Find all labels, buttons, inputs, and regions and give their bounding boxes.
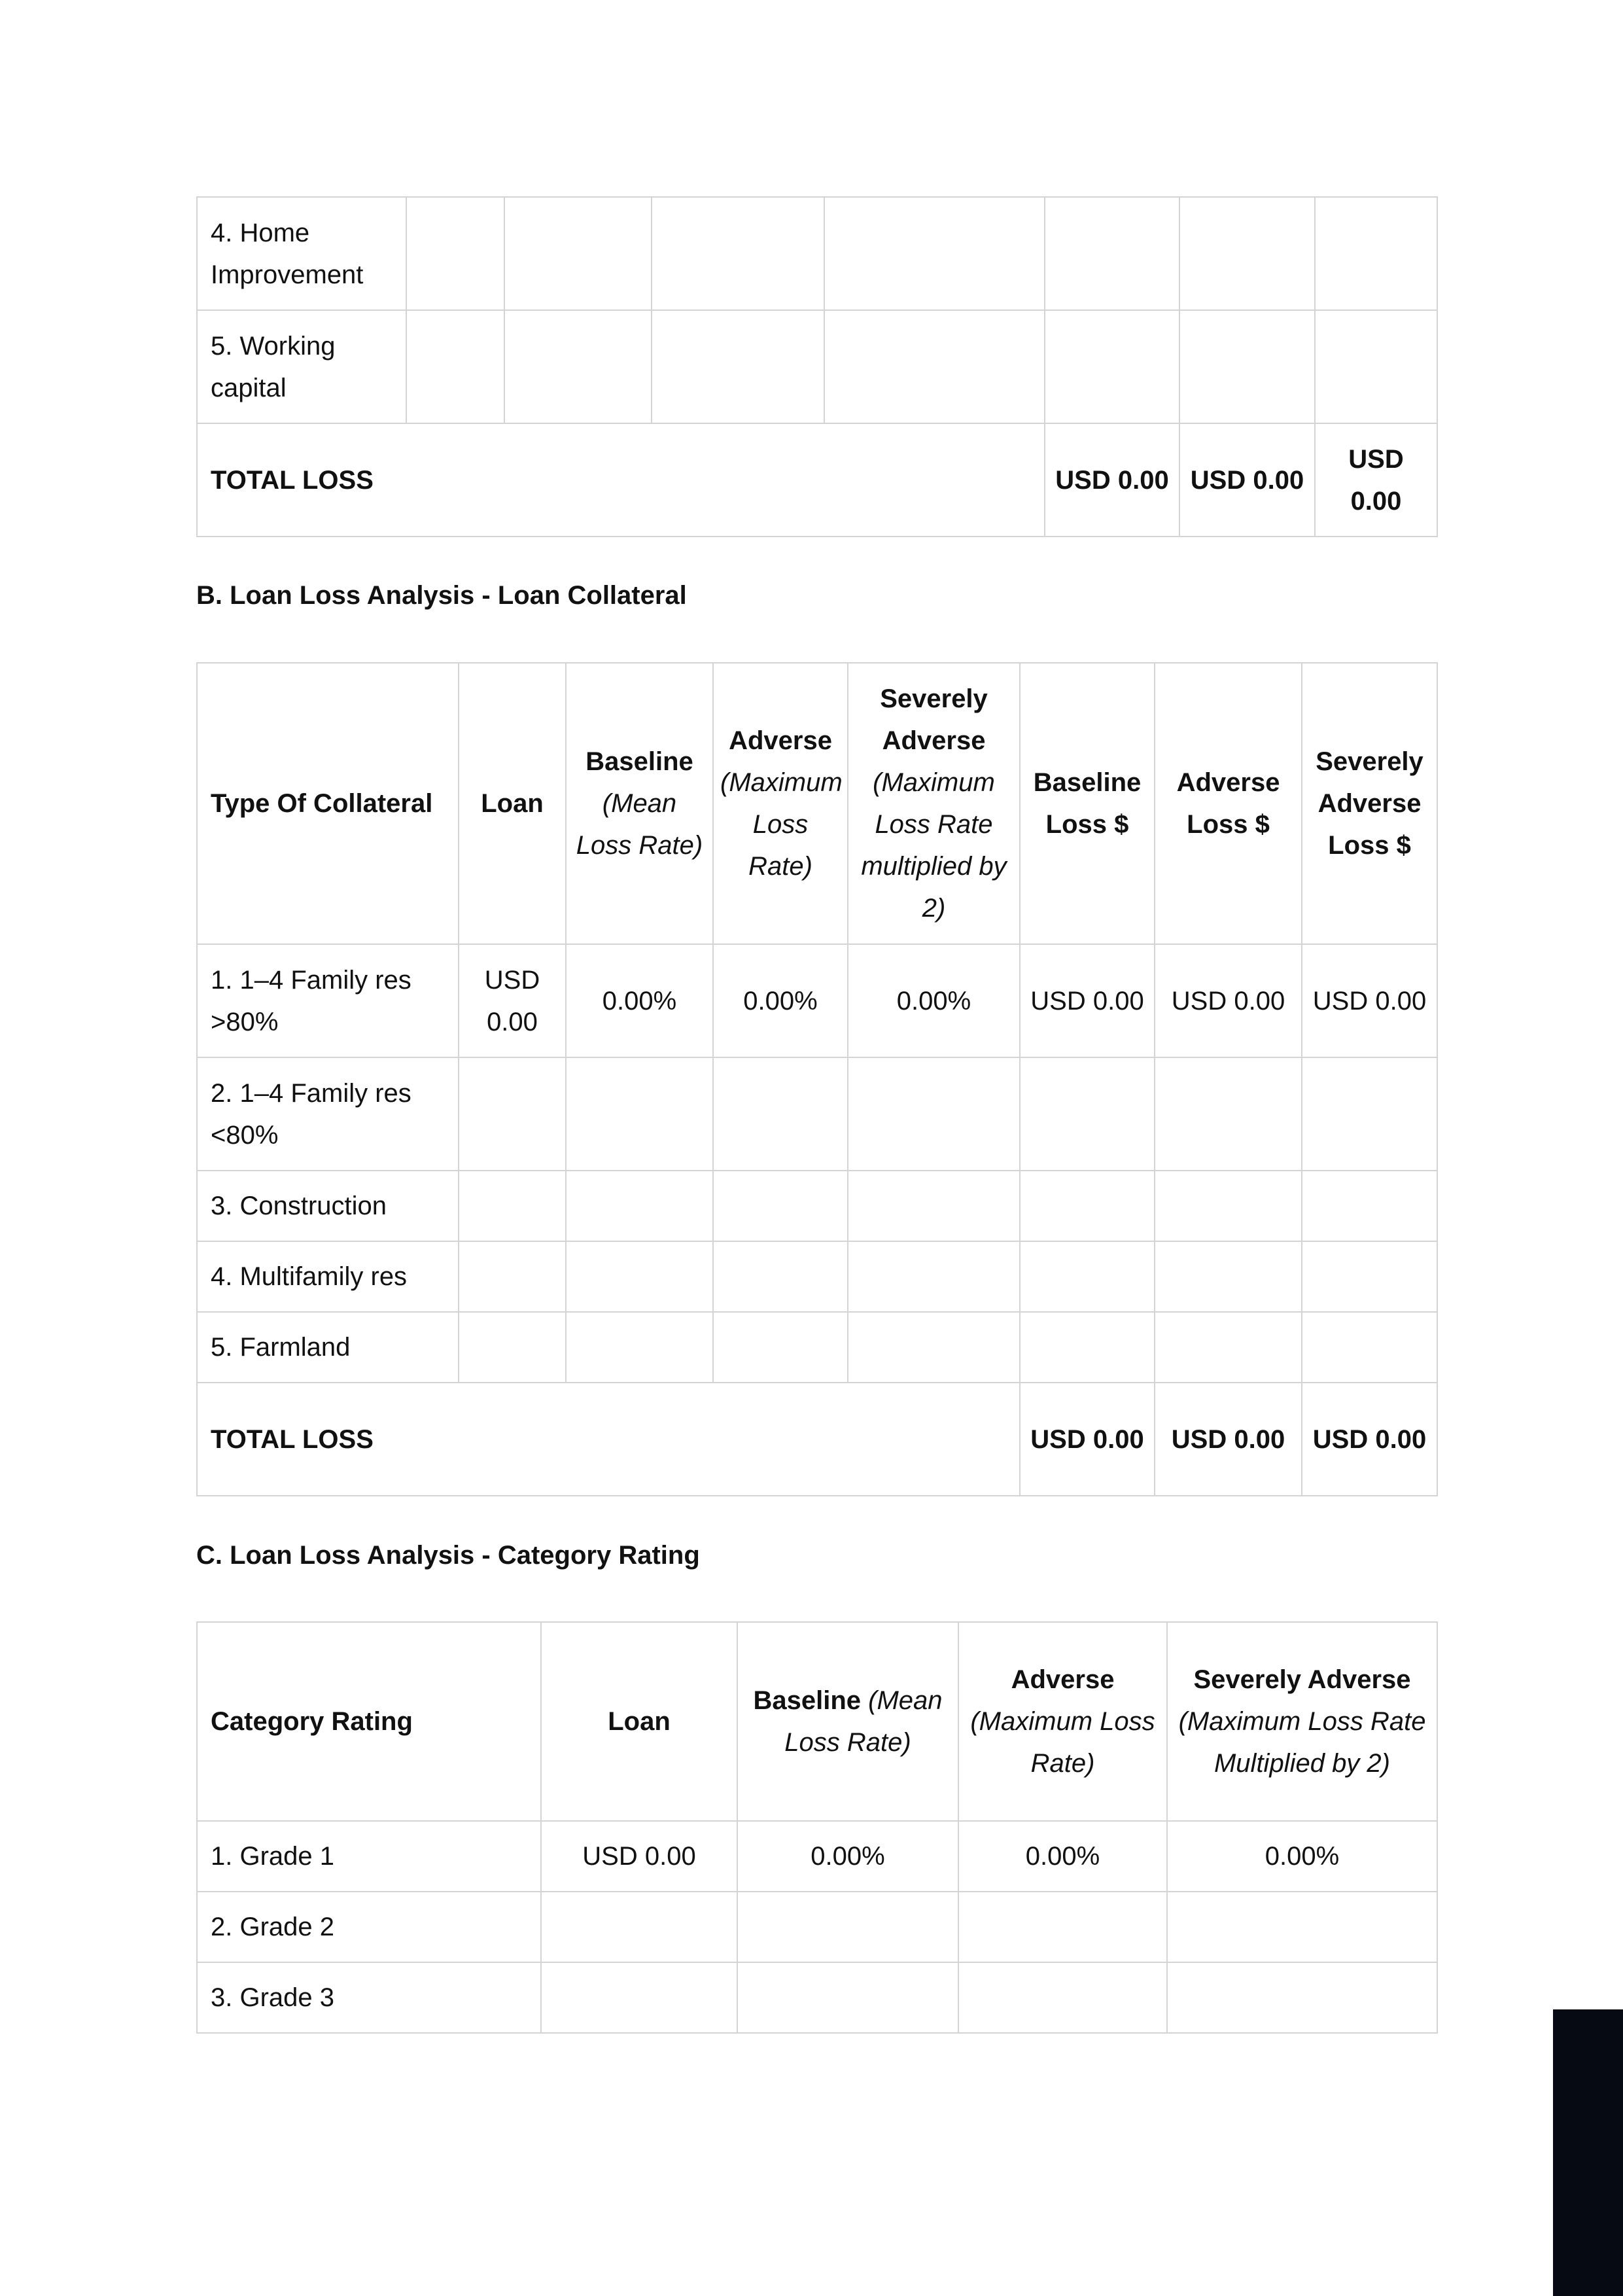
- table-row: [197, 1171, 1437, 1241]
- cell-severely-adverse: 0.00%: [848, 944, 1020, 1057]
- cell-severely-adverse-loss: USD 0.00: [1302, 944, 1437, 1057]
- row-label: 4. Multifamily res: [197, 1241, 459, 1312]
- col-severely-adverse-header: Severely Adverse (Maximum Loss Rate multiplied by 2): [848, 663, 1020, 944]
- category-rating-table: [196, 1621, 1438, 2034]
- table-row: [197, 1892, 1437, 1962]
- row-label: 1. 1–4 Family res >80%: [197, 944, 459, 1057]
- total-adverse-loss: USD 0.00: [1155, 1383, 1302, 1496]
- cell-loan: USD 0.00: [541, 1821, 737, 1892]
- col-baseline-header: Baseline (Mean Loss Rate): [737, 1622, 958, 1821]
- table-row: [197, 1821, 1437, 1892]
- total-adverse: USD 0.00: [1179, 423, 1315, 537]
- cell-severely-adverse: 0.00%: [1167, 1821, 1437, 1892]
- col-baseline-header: Baseline (Mean Loss Rate): [566, 663, 713, 944]
- row-label: 4. Home Improvement: [197, 197, 406, 310]
- total-baseline-loss: USD 0.00: [1020, 1383, 1155, 1496]
- total-baseline: USD 0.00: [1045, 423, 1179, 537]
- col-type-header: Type Of Collateral: [197, 663, 459, 944]
- loan-type-loss-table: [196, 196, 1438, 537]
- cell-baseline: 0.00%: [566, 944, 713, 1057]
- cell-baseline: 0.00%: [737, 1821, 958, 1892]
- table-row: [197, 197, 1437, 310]
- row-label: 3. Construction: [197, 1171, 459, 1241]
- cell-adverse-loss: USD 0.00: [1155, 944, 1302, 1057]
- table-row: [197, 944, 1437, 1057]
- header-row: [197, 663, 1437, 944]
- loan-collateral-table: [196, 662, 1438, 1496]
- row-label: 1. Grade 1: [197, 1821, 541, 1892]
- total-row: [197, 1383, 1437, 1496]
- col-severely-adverse-header: Severely Adverse (Maximum Loss Rate Multiplied by 2): [1167, 1622, 1437, 1821]
- cell-adverse: 0.00%: [713, 944, 848, 1057]
- header-row: [197, 1622, 1437, 1821]
- total-label: TOTAL LOSS: [197, 1383, 1020, 1496]
- col-adverse-header: Adverse (Maximum Loss Rate): [958, 1622, 1167, 1821]
- row-label: 2. 1–4 Family res <80%: [197, 1057, 459, 1171]
- col-adverse-loss-header: Adverse Loss $: [1155, 663, 1302, 944]
- col-loan-header: Loan: [459, 663, 566, 944]
- table-row: [197, 1962, 1437, 2033]
- row-label: 5. Working capital: [197, 310, 406, 423]
- col-loan-header: Loan: [541, 1622, 737, 1821]
- col-baseline-loss-header: Baseline Loss $: [1020, 663, 1155, 944]
- row-label: 3. Grade 3: [197, 1962, 541, 2033]
- table-row: [197, 1241, 1437, 1312]
- section-b-heading: B. Loan Loss Analysis - Loan Collateral: [196, 581, 687, 610]
- section-c-heading: C. Loan Loss Analysis - Category Rating: [196, 1541, 700, 1570]
- table-row: [197, 1057, 1437, 1171]
- table-row: [197, 1312, 1437, 1383]
- cell-baseline-loss: USD 0.00: [1020, 944, 1155, 1057]
- total-row: [197, 423, 1437, 537]
- total-label: TOTAL LOSS: [197, 423, 1045, 537]
- total-severely-adverse-loss: USD 0.00: [1302, 1383, 1437, 1496]
- col-rating-header: Category Rating: [197, 1622, 541, 1821]
- table-row: [197, 310, 1437, 423]
- page-edge-black-bar: [1553, 2009, 1623, 2296]
- total-severely-adverse: USD 0.00: [1315, 423, 1437, 537]
- row-label: 5. Farmland: [197, 1312, 459, 1383]
- cell-adverse: 0.00%: [958, 1821, 1167, 1892]
- col-severely-adverse-loss-header: Severely Adverse Loss $: [1302, 663, 1437, 944]
- col-adverse-header: Adverse (Maximum Loss Rate): [713, 663, 848, 944]
- cell-loan: USD 0.00: [459, 944, 566, 1057]
- row-label: 2. Grade 2: [197, 1892, 541, 1962]
